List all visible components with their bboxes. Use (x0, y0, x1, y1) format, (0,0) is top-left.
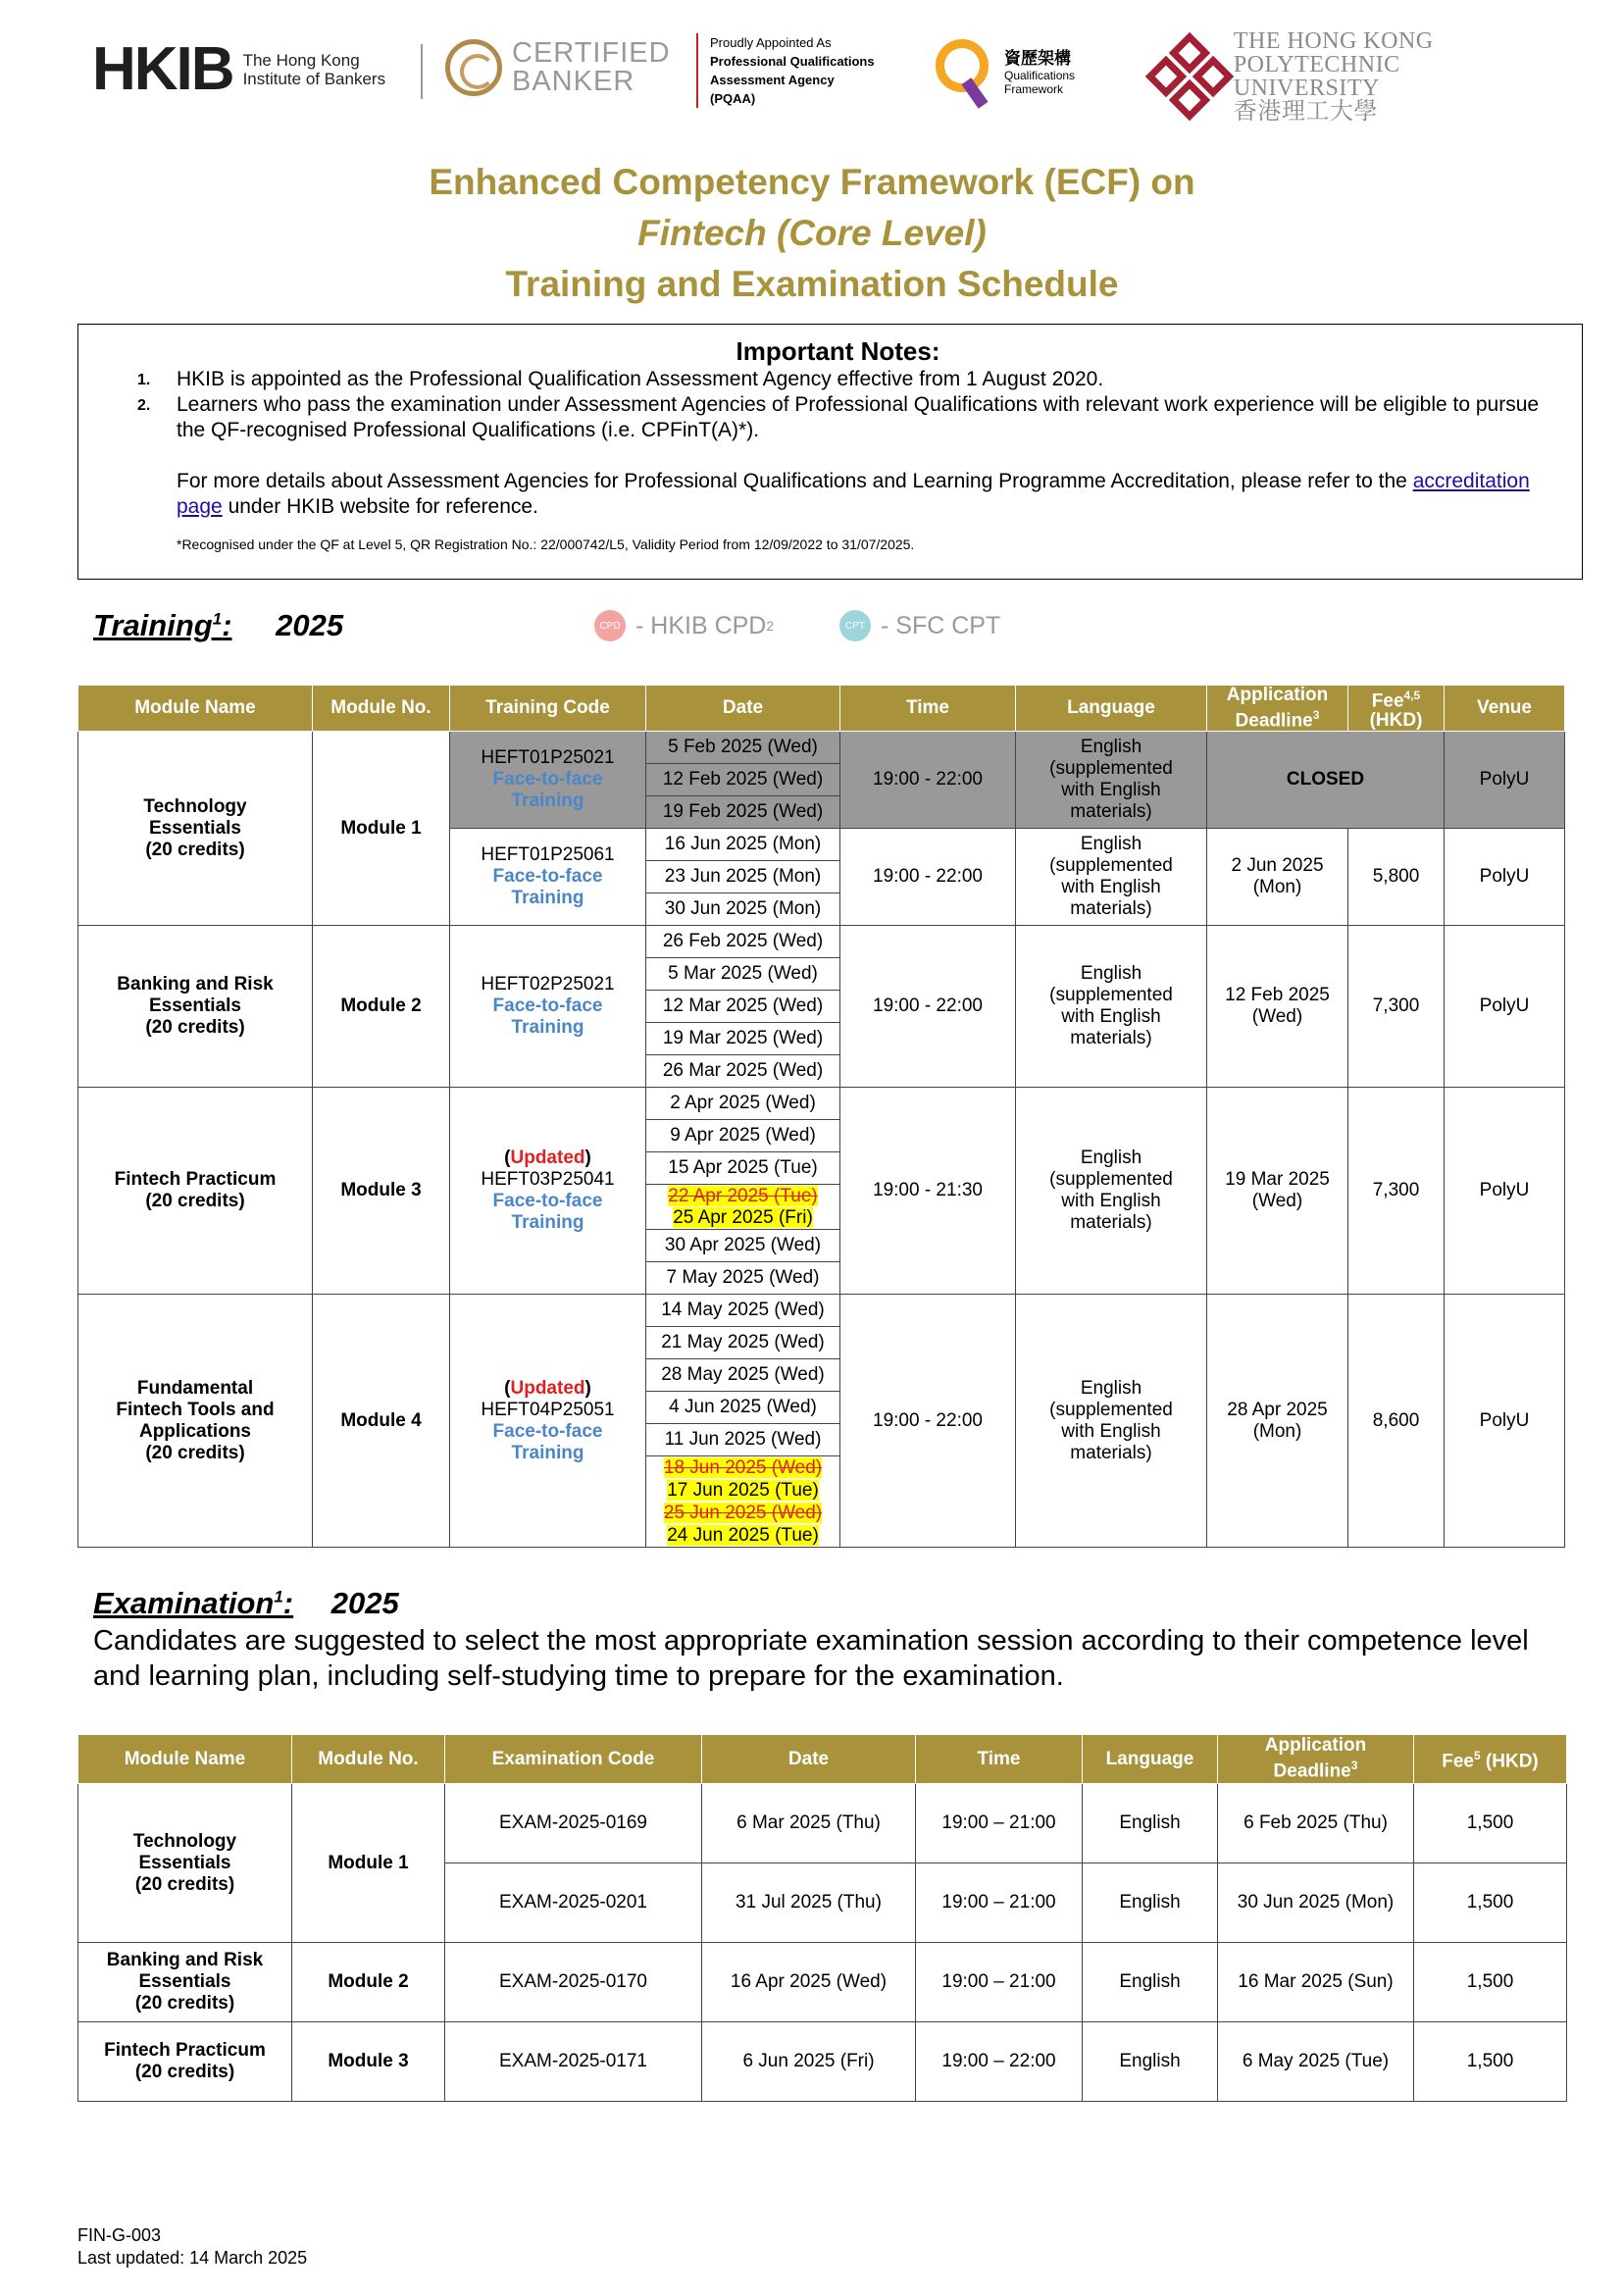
certified-banker-emblem-icon (445, 39, 502, 96)
training-code: HEFT01P25021 Face-to-face Training (450, 732, 646, 829)
session-date: 16 Jun 2025 (Mon) (646, 829, 840, 861)
fee: 7,300 (1348, 926, 1445, 1088)
page-title: Enhanced Competency Framework (ECF) on Fintech (Core Level) Training and Examination Schedule (429, 162, 1195, 304)
col-deadline: Application Deadline$^3$ (1218, 1735, 1414, 1784)
col-deadline: Application Deadline$^3$ (1207, 686, 1348, 732)
session-date: 19 Feb 2025 (Wed) (646, 796, 840, 829)
exam-fee: 1,500 (1414, 2022, 1567, 2102)
pqaa-notice: Proudly Appointed As Professional Qualifications Assessment Agency (PQAA) (696, 33, 875, 108)
important-notes-box (77, 324, 1583, 580)
exam-deadline: 6 May 2025 (Tue) (1218, 2022, 1414, 2102)
exam-time: 19:00 – 21:00 (916, 1784, 1083, 1863)
hkib-logo (92, 35, 386, 103)
venue: PolyU (1445, 1088, 1565, 1295)
certified-banker-text: CERTIFIED BANKER (512, 37, 671, 97)
table-row (78, 732, 1565, 764)
application-deadline: 12 Feb 2025 (Wed) (1207, 926, 1348, 1088)
session-date: 7 May 2025 (Wed) (646, 1262, 840, 1295)
venue: PolyU (1445, 1295, 1565, 1548)
session-date: 28 May 2025 (Wed) (646, 1359, 840, 1392)
polyu-emblem-icon (1151, 38, 1226, 115)
polyu-name: THE HONG KONG POLYTECHNIC UNIVERSITY 香港理工大學 (1233, 28, 1434, 125)
hkib-mark: HKIB (92, 35, 233, 103)
session-time: 19:00 - 22:00 (840, 732, 1016, 829)
fee: 8,600 (1348, 1295, 1445, 1548)
session-date: 19 Mar 2025 (Wed) (646, 1023, 840, 1055)
header-logos (92, 28, 1544, 125)
fee: 7,300 (1348, 1088, 1445, 1295)
exam-date: 16 Apr 2025 (Wed) (702, 1943, 916, 2022)
exam-code: EXAM-2025-0171 (445, 2022, 702, 2102)
cancelled-date: 25 Jun 2025 (Wed) (663, 1503, 823, 1524)
certified-banker-logo (445, 39, 671, 96)
session-date: 26 Feb 2025 (Wed) (646, 926, 840, 958)
training-code: HEFT02P25021 Face-to-face Training (450, 926, 646, 1088)
exam-language: English (1083, 2022, 1218, 2102)
module-name: Technology Essentials (20 credits) (78, 732, 313, 926)
training-schedule-table (77, 685, 1565, 1548)
col-venue: Venue (1445, 686, 1565, 732)
accreditation-page-link: accreditation page (177, 470, 1530, 518)
new-date: 24 Jun 2025 (Tue) (667, 1525, 819, 1547)
legend-cpt: CPT - SFC CPT (839, 610, 1000, 641)
table-row (78, 1088, 1565, 1120)
col-exam-code: Examination Code (445, 1735, 702, 1784)
cancelled-date: 22 Apr 2025 (Tue) (668, 1185, 818, 1206)
module-no: Module 1 (313, 732, 450, 926)
qf-text: 資歷架構 Qualifications Framework (1004, 49, 1076, 96)
session-date: 26 Mar 2025 (Wed) (646, 1055, 840, 1088)
session-language: English (supplemented with English materials) (1016, 1088, 1207, 1295)
col-training-code: Training Code (450, 686, 646, 732)
logo-divider (421, 44, 423, 99)
page-footer (77, 2224, 307, 2270)
session-date: 9 Apr 2025 (Wed) (646, 1120, 840, 1152)
table-row (78, 2022, 1567, 2102)
venue: PolyU (1445, 926, 1565, 1088)
module-no: Module 2 (292, 1943, 445, 2022)
cpt-badge-icon: CPT (839, 610, 871, 641)
session-date: 4 Jun 2025 (Wed) (646, 1392, 840, 1424)
table-row (78, 926, 1565, 958)
session-time: 19:00 - 22:00 (840, 829, 1016, 926)
exam-deadline: 30 Jun 2025 (Mon) (1218, 1863, 1414, 1943)
exam-time: 19:00 – 21:00 (916, 1863, 1083, 1943)
exam-fee: 1,500 (1414, 1863, 1567, 1943)
form-number: FIN-G-003 (77, 2225, 162, 2245)
session-date: 2 Apr 2025 (Wed) (646, 1088, 840, 1120)
training-code: (Updated) HEFT03P25041 Face-to-face Training (450, 1088, 646, 1295)
module-name: Banking and Risk Essentials (20 credits) (78, 1943, 292, 2022)
session-date: 21 May 2025 (Wed) (646, 1327, 840, 1359)
session-language: English (supplemented with English materials) (1016, 1295, 1207, 1548)
col-date: Date (702, 1735, 916, 1784)
application-deadline: 28 Apr 2025 (Mon) (1207, 1295, 1348, 1548)
table-header-row (78, 686, 1565, 732)
table-row (78, 1784, 1567, 1863)
session-language: English (supplemented with English materials) (1016, 829, 1207, 926)
table-header-row (78, 1735, 1567, 1784)
session-date: 23 Jun 2025 (Mon) (646, 861, 840, 893)
legend-cpd: CPD - HKIB CPD 2 (594, 610, 774, 641)
venue: PolyU (1445, 829, 1565, 926)
training-heading: Training$^1$: 2025 (93, 608, 344, 642)
module-no: Module 1 (292, 1784, 445, 1943)
col-module-no: Module No. (292, 1735, 445, 1784)
exam-fee: 1,500 (1414, 1784, 1567, 1863)
session-time: 19:00 - 21:30 (840, 1088, 1016, 1295)
session-date: 5 Feb 2025 (Wed) (646, 732, 840, 764)
table-row (78, 1295, 1565, 1327)
note-item: 1. HKIB is appointed as the Professional Qualification Assessment Agency effective from 1 August 2020. (137, 368, 1104, 390)
exam-time: 19:00 – 21:00 (916, 1943, 1083, 2022)
session-language: English (supplemented with English materials) (1016, 926, 1207, 1088)
cpd-badge-icon: CPD (594, 610, 626, 641)
fee: 5,800 (1348, 829, 1445, 926)
session-date: 12 Mar 2025 (Wed) (646, 991, 840, 1023)
examination-heading: Examination$^1$: 2025 (93, 1586, 399, 1620)
hkib-name: The Hong Kong Institute of Bankers (242, 51, 386, 88)
application-deadline: 2 Jun 2025 (Mon) (1207, 829, 1348, 926)
session-language: English (supplemented with English materials) (1016, 732, 1207, 829)
session-date: 14 May 2025 (Wed) (646, 1295, 840, 1327)
session-date: 30 Jun 2025 (Mon) (646, 893, 840, 926)
col-language: Language (1016, 686, 1207, 732)
session-date: 11 Jun 2025 (Wed) (646, 1424, 840, 1456)
module-no: Module 2 (313, 926, 450, 1088)
col-module-no: Module No. (313, 686, 450, 732)
module-name: Fintech Practicum (20 credits) (78, 1088, 313, 1295)
module-name: Banking and Risk Essentials (20 credits) (78, 926, 313, 1088)
exam-date: 31 Jul 2025 (Thu) (702, 1863, 916, 1943)
training-code: (Updated) HEFT04P25051 Face-to-face Training (450, 1295, 646, 1548)
exam-language: English (1083, 1863, 1218, 1943)
notes-footnote: *Recognised under the QF at Level 5, QR Registration No.: 22/000742/L5, Validity Period from 12/09/2022 to 31/07/2025. (177, 536, 915, 552)
col-module-name: Module Name (78, 686, 313, 732)
col-date: Date (646, 686, 840, 732)
session-time: 19:00 - 22:00 (840, 1295, 1016, 1548)
examination-intro: Candidates are suggested to select the most appropriate examination session according to their competence level and learning plan, including self-studying time to prepare for the examination. (93, 1625, 1529, 1692)
exam-language: English (1083, 1943, 1218, 2022)
new-date: 17 Jun 2025 (Tue) (667, 1480, 819, 1502)
exam-deadline: 16 Mar 2025 (Sun) (1218, 1943, 1414, 2022)
exam-date: 6 Mar 2025 (Thu) (702, 1784, 916, 1863)
notes-heading: Important Notes: (736, 336, 940, 366)
exam-code: EXAM-2025-0201 (445, 1863, 702, 1943)
cancelled-date: 18 Jun 2025 (Wed) (663, 1457, 823, 1479)
col-time: Time (916, 1735, 1083, 1784)
exam-time: 19:00 – 22:00 (916, 2022, 1083, 2102)
module-name: Fintech Practicum (20 credits) (78, 2022, 292, 2102)
table-row (78, 1943, 1567, 2022)
rescheduled-date (646, 1185, 840, 1230)
training-code: HEFT01P25061 Face-to-face Training (450, 829, 646, 926)
application-deadline: 19 Mar 2025 (Wed) (1207, 1088, 1348, 1295)
module-no: Module 4 (313, 1295, 450, 1548)
exam-date: 6 Jun 2025 (Fri) (702, 2022, 916, 2102)
session-time: 19:00 - 22:00 (840, 926, 1016, 1088)
exam-deadline: 6 Feb 2025 (Thu) (1218, 1784, 1414, 1863)
module-name: Technology Essentials (20 credits) (78, 1784, 292, 1943)
exam-code: EXAM-2025-0170 (445, 1943, 702, 2022)
rescheduled-date (646, 1456, 840, 1548)
col-fee: Fee$^5$ (HKD) (1414, 1735, 1567, 1784)
qf-emblem-icon (926, 33, 1000, 112)
col-time: Time (840, 686, 1016, 732)
module-name: Fundamental Fintech Tools and Applications (20 credits) (78, 1295, 313, 1548)
last-updated: Last updated: 14 March 2025 (77, 2248, 308, 2268)
note-item: 2. Learners who pass the examination under Assessment Agencies of Professional Qualifications with relevant work experience will be eligible to pursue the QF-recognised Professional Qualifications (i.e. CPFinT(A)*). (137, 393, 1540, 441)
session-date: 15 Apr 2025 (Tue) (646, 1152, 840, 1185)
exam-code: EXAM-2025-0169 (445, 1784, 702, 1863)
examination-schedule-table (77, 1734, 1567, 2102)
col-module-name: Module Name (78, 1735, 292, 1784)
venue: PolyU (1445, 732, 1565, 829)
polyu-logo (1151, 29, 1544, 124)
session-date: 5 Mar 2025 (Wed) (646, 958, 840, 991)
col-fee: Fee$^{4,5}$ (HKD) (1348, 686, 1445, 732)
new-date: 25 Apr 2025 (Fri) (673, 1206, 813, 1228)
qualifications-framework-logo (926, 33, 1075, 112)
exam-language: English (1083, 1784, 1218, 1863)
session-date: 30 Apr 2025 (Wed) (646, 1230, 840, 1262)
notes-accreditation-paragraph: For more details about Assessment Agencies for Professional Qualifications and Learning Programme Accreditation, please refer to the accreditation page under HKIB website for reference. (177, 470, 1530, 518)
session-date: 12 Feb 2025 (Wed) (646, 764, 840, 796)
exam-fee: 1,500 (1414, 1943, 1567, 2022)
closed-status: CLOSED (1207, 732, 1445, 829)
module-no: Module 3 (292, 2022, 445, 2102)
module-no: Module 3 (313, 1088, 450, 1295)
col-language: Language (1083, 1735, 1218, 1784)
